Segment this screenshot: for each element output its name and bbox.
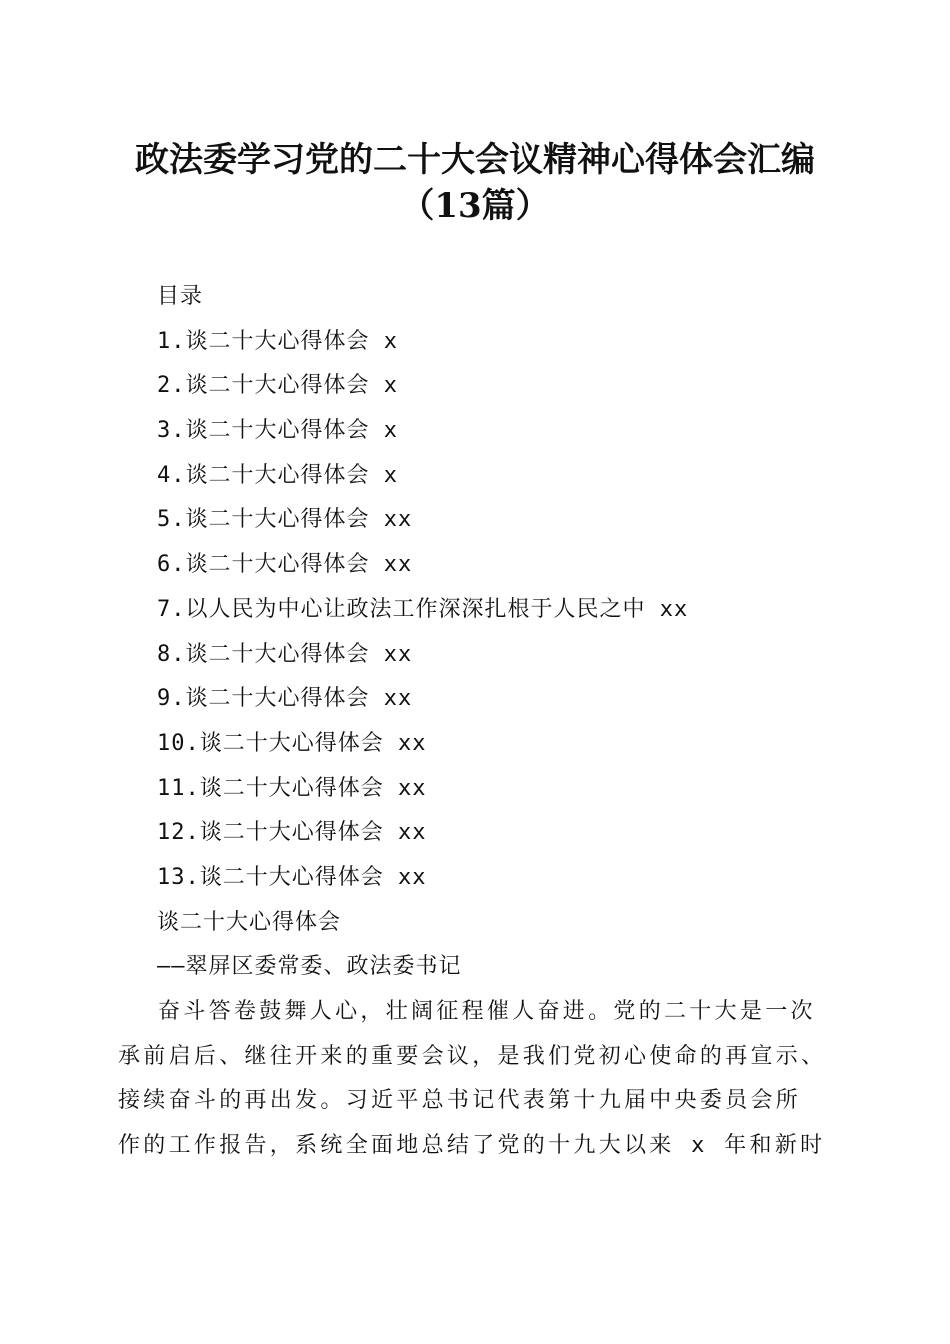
toc-item: 5.谈二十大心得体会 xx: [157, 507, 413, 533]
paragraph-line: 承前启后、继往开来的重要会议，是我们党初心使命的再宣示、: [118, 1043, 827, 1069]
paragraph-line: 接续奋斗的再出发。习近平总书记代表第十九届中央委员会所: [118, 1088, 802, 1114]
table-of-contents: [157, 280, 688, 995]
toc-item: 13.谈二十大心得体会 xx: [157, 864, 427, 890]
article-title: 谈二十大心得体会: [157, 909, 342, 935]
paragraph-line: 作的工作报告，系统全面地总结了党的十九大以来 x 年和新时: [118, 1133, 826, 1159]
document-title: 政法委学习党的二十大会议精神心得体会汇编: [135, 140, 815, 180]
article-paragraph: [118, 990, 838, 1169]
toc-item: 6.谈二十大心得体会 xx: [157, 552, 413, 578]
toc-heading: 目录: [157, 284, 204, 309]
toc-item: 8.谈二十大心得体会 xx: [157, 641, 413, 667]
paragraph-line: 奋斗答卷鼓舞人心，壮阔征程催人奋进。党的二十大是一次: [158, 999, 816, 1024]
toc-item: 1.谈二十大心得体会 x: [157, 328, 398, 354]
toc-item: 3.谈二十大心得体会 x: [157, 418, 398, 444]
toc-item: 2.谈二十大心得体会 x: [157, 373, 398, 399]
toc-item: 11.谈二十大心得体会 xx: [157, 775, 427, 801]
toc-item: 4.谈二十大心得体会 x: [157, 462, 398, 488]
toc-item: 9.谈二十大心得体会 xx: [157, 686, 413, 712]
toc-item: 10.谈二十大心得体会 xx: [157, 730, 427, 756]
toc-item: 12.谈二十大心得体会 xx: [157, 820, 427, 846]
article-author: ——翠屏区委常委、政法委书记: [157, 954, 462, 980]
toc-item: 7.以人民为中心让政法工作深深扎根于人民之中 xx: [157, 596, 689, 622]
document-title-count: （13篇）: [400, 186, 550, 226]
